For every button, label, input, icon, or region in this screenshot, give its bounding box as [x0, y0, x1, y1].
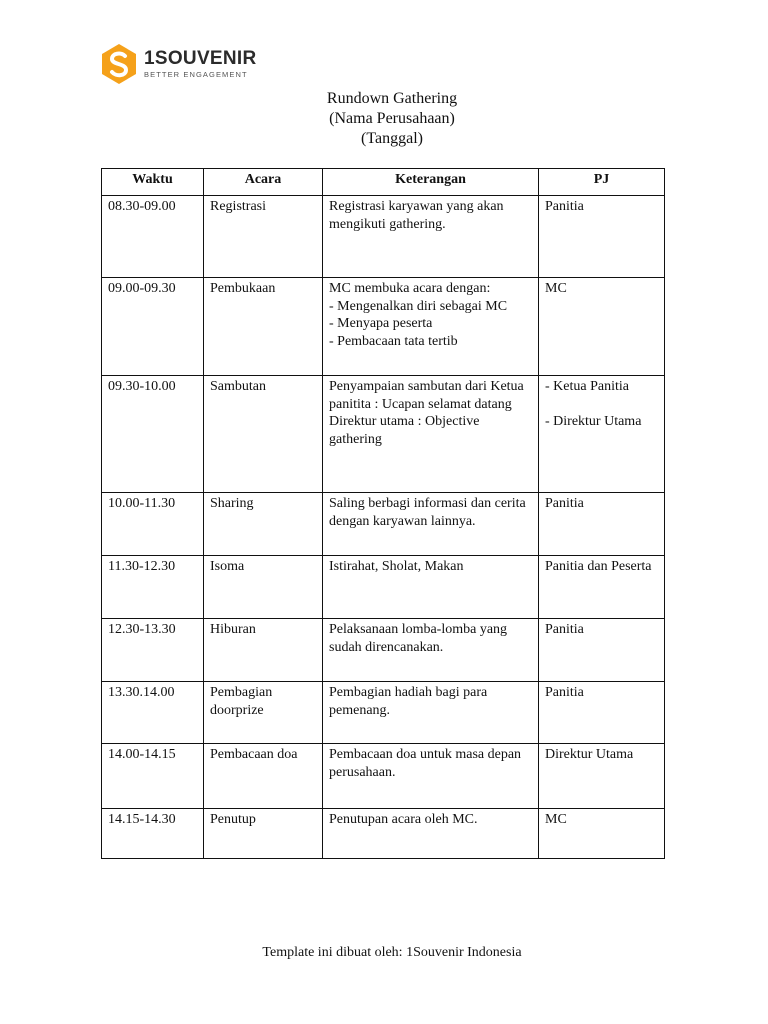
title-line-2: (Nama Perusahaan)	[329, 110, 455, 127]
cell-waktu: 13.30.14.00	[102, 682, 204, 744]
cell-keterangan: Registrasi karyawan yang akan mengikuti gathering.	[323, 196, 539, 278]
cell-acara: Pembacaan doa	[204, 744, 323, 809]
table-row	[102, 809, 665, 859]
table-header-row	[102, 169, 665, 196]
document-title	[0, 89, 768, 149]
cell-waktu: 09.30-10.00	[102, 376, 204, 493]
cell-waktu: 12.30-13.30	[102, 619, 204, 682]
cell-pj: MC	[539, 809, 665, 859]
header-pj: PJ	[539, 169, 665, 196]
table-row	[102, 744, 665, 809]
cell-acara: Pembukaan	[204, 278, 323, 376]
cell-pj: Panitia	[539, 493, 665, 556]
cell-waktu: 08.30-09.00	[102, 196, 204, 278]
cell-keterangan: Penutupan acara oleh MC.	[323, 809, 539, 859]
brand-name: 1SOUVENIR	[144, 48, 257, 70]
brand-logo	[100, 42, 257, 86]
cell-keterangan: Pelaksanaan lomba-lomba yang sudah direncanakan.	[323, 619, 539, 682]
cell-pj: Panitia	[539, 682, 665, 744]
cell-keterangan: Pembacaan doa untuk masa depan perusahaan.	[323, 744, 539, 809]
cell-pj: MC	[539, 278, 665, 376]
table-row	[102, 556, 665, 619]
cell-pj: Direktur Utama	[539, 744, 665, 809]
cell-pj: Panitia dan Peserta	[539, 556, 665, 619]
cell-acara: Sambutan	[204, 376, 323, 493]
cell-keterangan: Saling berbagi informasi dan cerita dengan karyawan lainnya.	[323, 493, 539, 556]
cell-pj: Panitia	[539, 619, 665, 682]
cell-acara: Penutup	[204, 809, 323, 859]
cell-waktu: 14.15-14.30	[102, 809, 204, 859]
cell-waktu: 10.00-11.30	[102, 493, 204, 556]
title-line-1: Rundown Gathering	[326, 90, 458, 107]
cell-pj: Panitia	[539, 196, 665, 278]
header-keterangan: Keterangan	[323, 169, 539, 196]
footer-text: Template ini dibuat oleh: 1Souvenir Indonesia	[262, 945, 522, 960]
table-row	[102, 493, 665, 556]
cell-keterangan: Istirahat, Sholat, Makan	[323, 556, 539, 619]
cell-acara: Isoma	[204, 556, 323, 619]
rundown-table	[101, 168, 665, 859]
cell-keterangan: MC membuka acara dengan: - Mengenalkan diri sebagai MC - Menyapa peserta - Pembacaan tata tertib	[323, 278, 539, 376]
header-waktu: Waktu	[102, 169, 204, 196]
cell-acara: Registrasi	[204, 196, 323, 278]
cell-acara: Pembagian doorprize	[204, 682, 323, 744]
table-row	[102, 619, 665, 682]
header-acara: Acara	[204, 169, 323, 196]
table-row	[102, 376, 665, 493]
cell-acara: Hiburan	[204, 619, 323, 682]
table-row	[102, 682, 665, 744]
title-line-3: (Tanggal)	[361, 130, 423, 147]
brand-tagline: BETTER ENGAGEMENT	[144, 70, 248, 80]
cell-acara: Sharing	[204, 493, 323, 556]
cell-keterangan: Penyampaian sambutan dari Ketua panitita : Ucapan selamat datang Direktur utama : Objective gathering	[323, 376, 539, 493]
souvenir-logo-icon	[100, 43, 138, 85]
cell-keterangan: Pembagian hadiah bagi para pemenang.	[323, 682, 539, 744]
cell-pj: - Ketua Panitia - Direktur Utama	[539, 376, 665, 493]
cell-waktu: 11.30-12.30	[102, 556, 204, 619]
table-row	[102, 196, 665, 278]
table-row	[102, 278, 665, 376]
cell-waktu: 09.00-09.30	[102, 278, 204, 376]
footer-credit	[0, 945, 768, 961]
cell-waktu: 14.00-14.15	[102, 744, 204, 809]
